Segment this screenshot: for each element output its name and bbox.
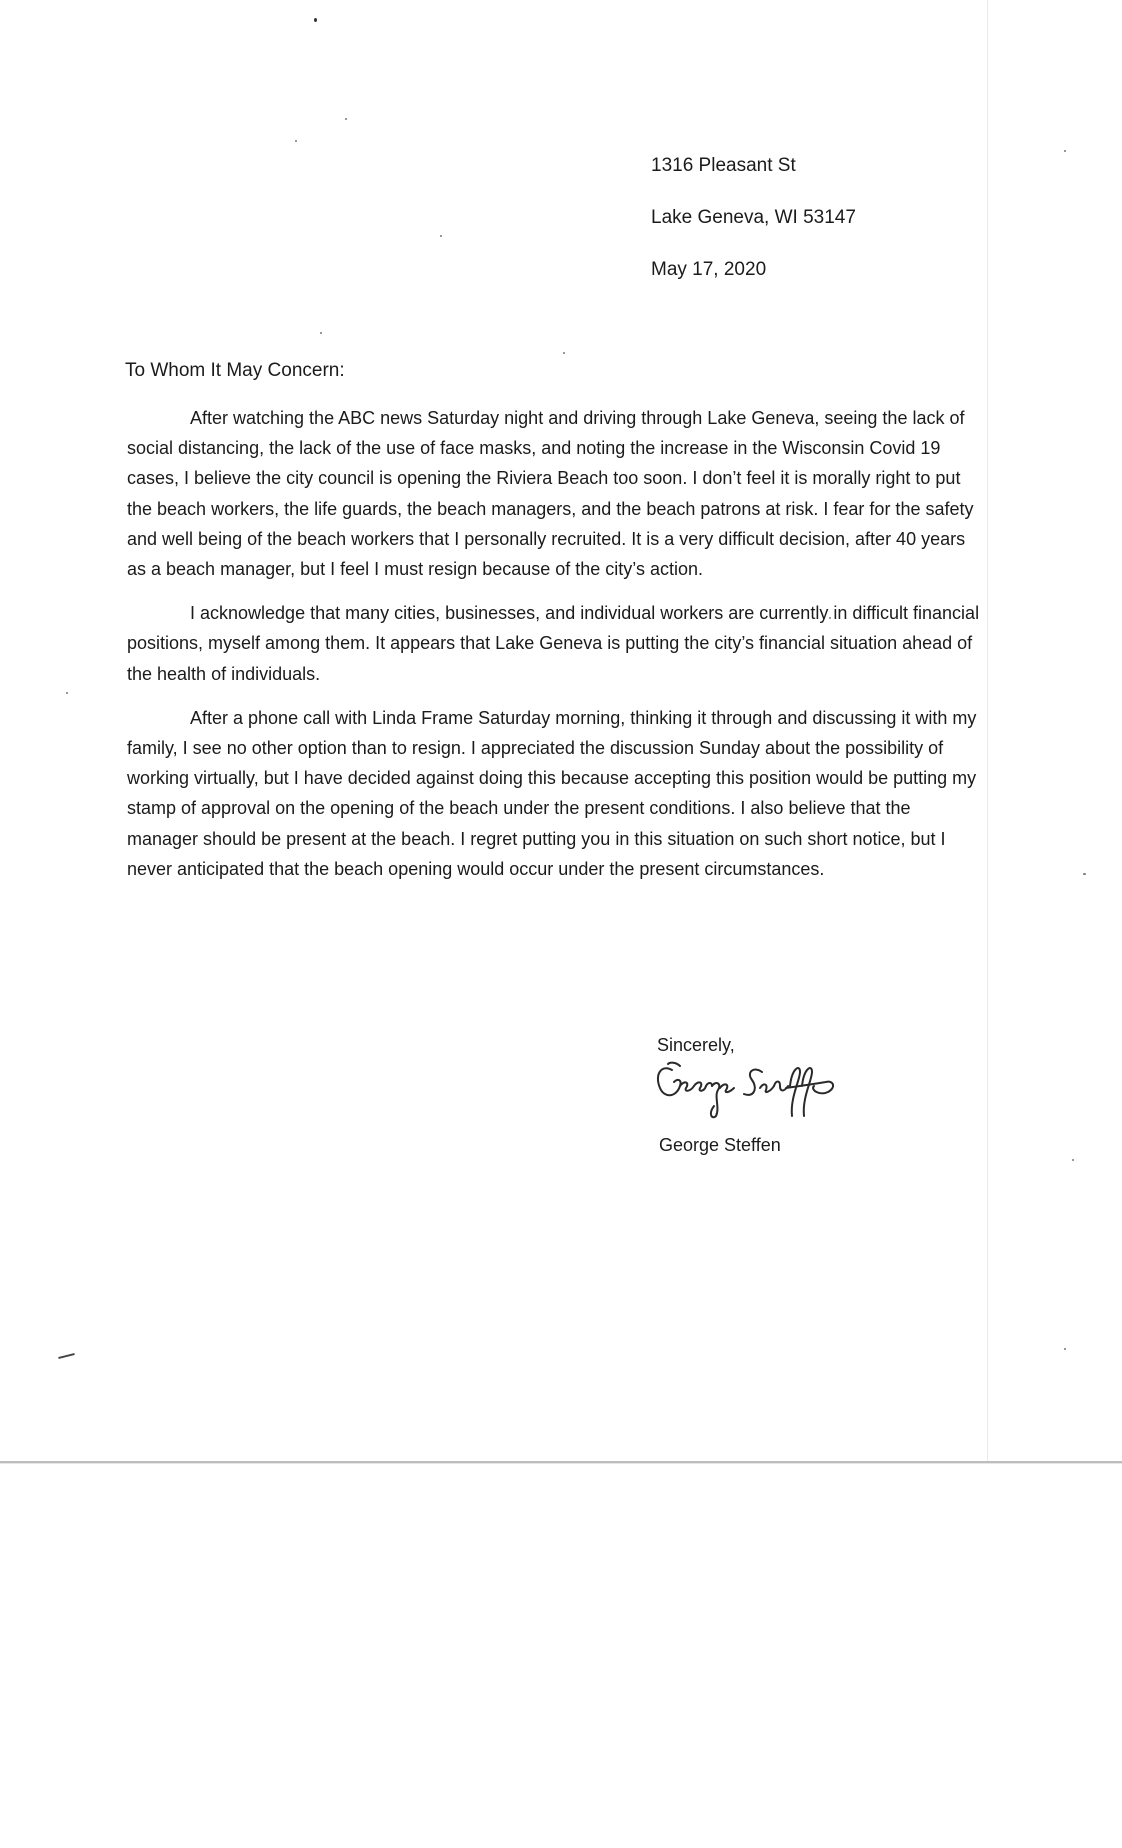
letter-date: May 17, 2020 (651, 259, 767, 280)
body-paragraph-3: After a phone call with Linda Frame Saturday morning, thinking it through and discussing it with my family, I see no other option than to resign. I appreciated the discussion Sunday about the possibility of working virtually, but I have decided against doing this because accepting this position would be putting my stamp of approval on the opening of the beach under the present conditions. I also believe that the manager should be present at the beach. I regret putting you in this situation on such short notice, but I never anticipated that the beach opening would occur under the present circumstances. (127, 707, 977, 879)
scan-speck (1064, 150, 1066, 152)
letter-body (127, 403, 982, 898)
printed-name: George Steffen (659, 1135, 781, 1155)
scan-speck (345, 118, 347, 120)
scan-speck (295, 140, 297, 142)
scan-speck (314, 18, 317, 22)
scan-speck (58, 1353, 75, 1359)
scan-edge-bottom-shadow (0, 1463, 1122, 1464)
scan-edge-right (987, 0, 988, 1462)
scan-speck (440, 235, 442, 237)
address-street: 1316 Pleasant St (651, 155, 796, 176)
scan-speck (1072, 1159, 1074, 1161)
salutation: To Whom It May Concern: (125, 360, 345, 381)
sender-address (651, 153, 856, 309)
handwritten-signature (650, 1058, 840, 1122)
body-paragraph-1: After watching the ABC news Saturday night and driving through Lake Geneva, seeing the lack of social distancing, the lack of the use of face masks, and noting the increase in the Wisconsin Covid 19 cases, I believe the city council is opening the Riviera Beach too soon. I don’t feel it is morally right to put the beach workers, the life guards, the beach managers, and the beach patrons at risk. I fear for the safety and well being of the beach workers that I personally recruited. It is a very difficult decision, after 40 years as a beach manager, but I feel I must resign because of the city’s action. (127, 408, 974, 580)
closing: Sincerely, (657, 1035, 735, 1055)
scan-speck (1064, 1348, 1066, 1350)
scan-speck (563, 352, 565, 354)
address-city-state-zip: Lake Geneva, WI 53147 (651, 207, 856, 228)
body-paragraph-2: I acknowledge that many cities, businesses, and individual workers are currently in difficult financial positions, myself among them. It appears that Lake Geneva is putting the city’s financial situation ahead of the health of individuals. (127, 603, 980, 684)
scan-speck (320, 332, 322, 334)
scan-speck (1083, 873, 1086, 875)
scan-speck (66, 692, 68, 694)
